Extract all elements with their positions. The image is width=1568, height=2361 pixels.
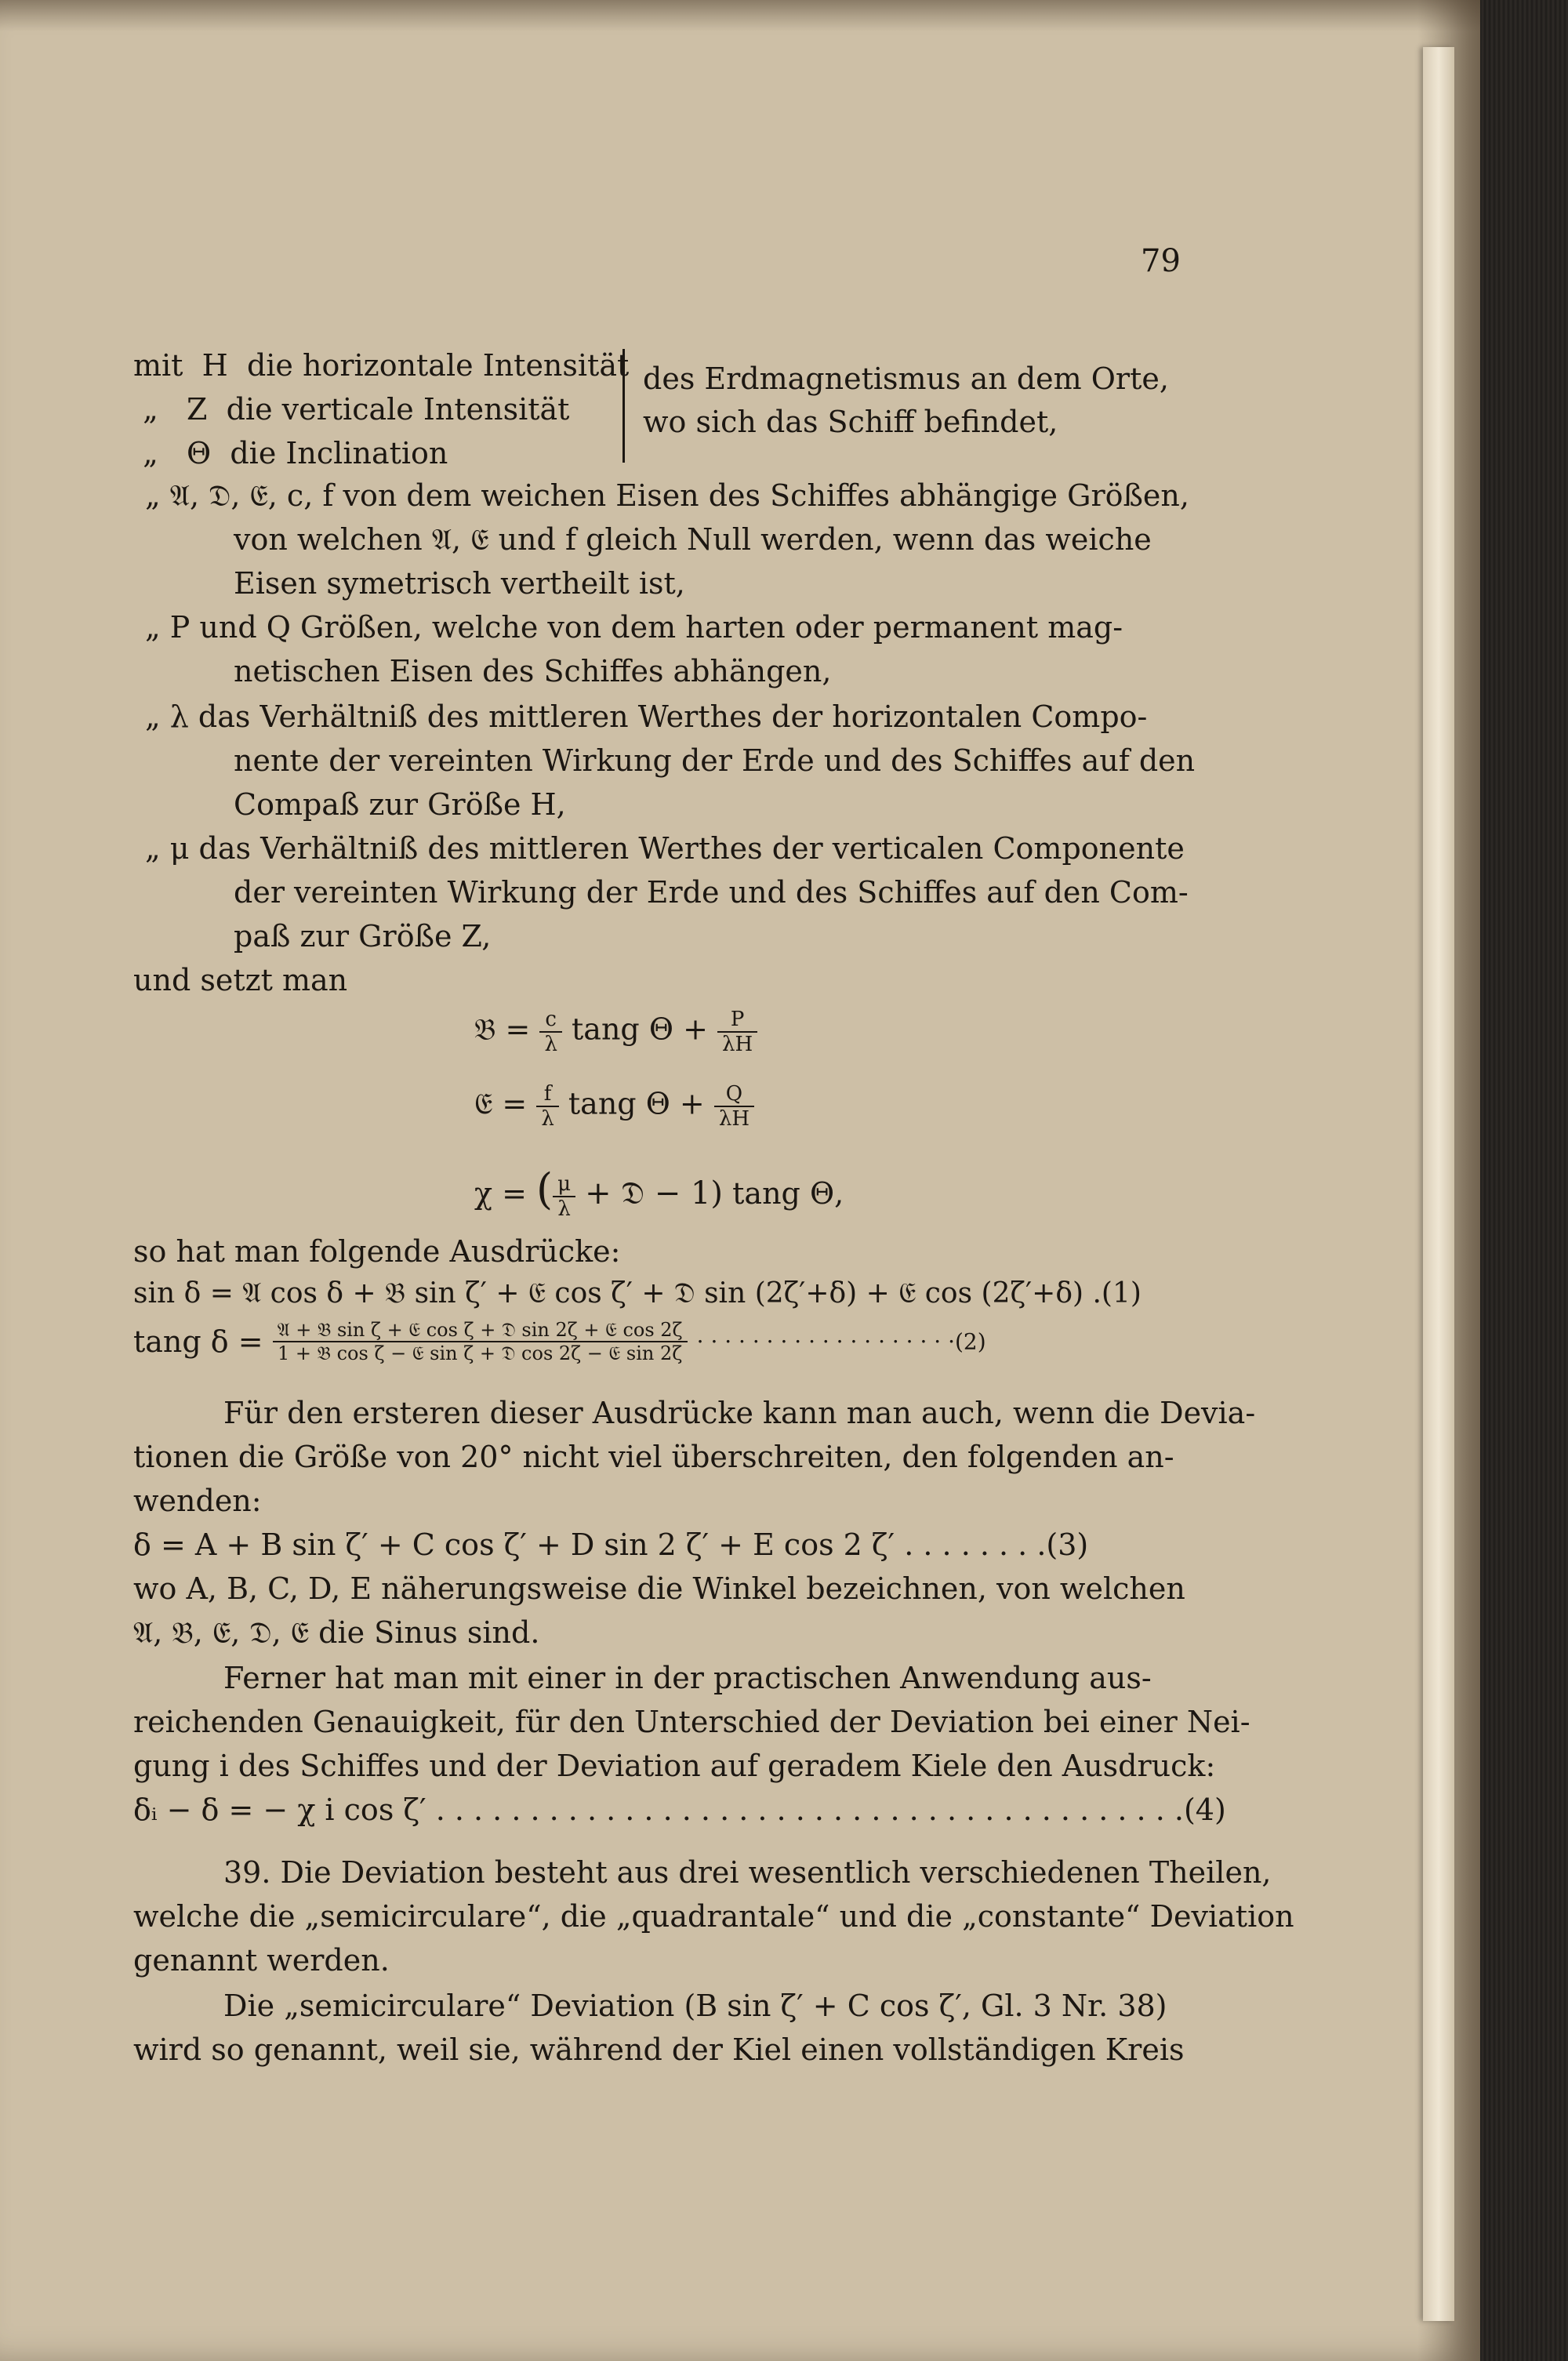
page-top-shadow (0, 0, 1480, 31)
equation-4: δᵢ − δ = − χ i cos ζ′ . . . . . . . . . . . . . . . . . . . . . . . . . . . . . . . . . . . . . . . .(4) (133, 1793, 1226, 1827)
body-line: „ 𝔄, 𝔇, 𝔈, c, f von dem weichen Eisen des Schiffes abhängige Größen, (145, 478, 1189, 513)
body-line: von welchen 𝔄, 𝔈 und f gleich Null werden, wenn das weiche (234, 522, 1152, 557)
body-line: so hat man folgende Ausdrücke: (133, 1234, 621, 1269)
body-line: gung i des Schiffes und der Deviation auf geradem Kiele den Ausdruck: (133, 1749, 1216, 1783)
body-line: der vereinten Wirkung der Erde und des Schiffes auf den Com- (234, 875, 1189, 910)
body-line: „ μ das Verhältniß des mittleren Werthes der verticalen Componente (145, 831, 1185, 866)
body-line: welche die „semicirculare“, die „quadrantale“ und die „constante“ Deviation (133, 1899, 1294, 1934)
body-line: tionen die Größe von 20° nicht viel überschreiten, den folgenden an- (133, 1440, 1174, 1474)
definition-line: mit H die horizontale Intensität (133, 348, 630, 383)
body-line: wenden: (133, 1484, 262, 1518)
page-number: 79 (1141, 243, 1181, 279)
body-line: 39. Die Deviation besteht aus drei wesentlich verschiedenen Theilen, (223, 1855, 1272, 1890)
book-cover-edge (1480, 0, 1568, 2361)
definition-line: „ Θ die Inclination (143, 436, 448, 470)
body-line: Ferner hat man mit einer in der practischen Anwendung aus- (223, 1661, 1152, 1695)
body-line: „ P und Q Größen, welche von dem harten oder permanent mag- (145, 610, 1123, 645)
body-line: nente der vereinten Wirkung der Erde und des Schiffes auf den (234, 743, 1196, 778)
formula-B: 𝔅 = $\frac{c}{\lambda}$ tang Θ + $\frac{P}{\lambda H}$ (474, 1008, 757, 1056)
equation-2: tang δ = $\frac{\text{𝔄 + 𝔅 sin ζ + 𝔈 cos ζ + 𝔇 sin 2ζ + 𝔈 cos 2ζ}}{\text{1 + 𝔅 cos ζ − 𝔈 sin ζ + 𝔇 cos 2ζ − 𝔈 sin 2ζ}}$ · · · · · · · · · · · · · · · · · · ·(2) (133, 1319, 986, 1364)
body-line: Compaß zur Größe H, (234, 787, 566, 822)
body-line: und setzt man (133, 963, 348, 997)
definition-line: „ Z die verticale Intensität (143, 392, 570, 427)
formula-chi: χ = ( $\frac{\mu}{\lambda}$ + 𝔇 − 1) tang Θ, (474, 1164, 844, 1221)
body-line: Eisen symetrisch vertheilt ist, (234, 566, 685, 601)
body-line: 𝔄, 𝔅, 𝔈, 𝔇, 𝔈 die Sinus sind. (133, 1615, 540, 1650)
brace-text: des Erdmagnetismus an dem Orte, (643, 361, 1169, 396)
equation-1: sin δ = 𝔄 cos δ + 𝔅 sin ζ′ + 𝔈 cos ζ′ + 𝔇 sin (2ζ′+δ) + 𝔈 cos (2ζ′+δ) .(1) (133, 1277, 1142, 1309)
body-line: netischen Eisen des Schiffes abhängen, (234, 654, 832, 688)
body-line: reichenden Genauigkeit, für den Unterschied der Deviation bei einer Nei- (133, 1705, 1250, 1739)
body-line: wird so genannt, weil sie, während der Kiel einen vollständigen Kreis (133, 2032, 1185, 2067)
brace-text: wo sich das Schiff befindet, (643, 405, 1058, 439)
body-line: Für den ersteren dieser Ausdrücke kann man auch, wenn die Devia- (223, 1396, 1256, 1430)
body-line: paß zur Größe Z, (234, 919, 492, 953)
equation-3: δ = A + B sin ζ′ + C cos ζ′ + D sin 2 ζ′ + E cos 2 ζ′ . . . . . . . .(3) (133, 1527, 1089, 1562)
body-line: Die „semicirculare“ Deviation (B sin ζ′ + C cos ζ′, Gl. 3 Nr. 38) (223, 1989, 1167, 2023)
formula-C: 𝔈 = $\frac{f}{\lambda}$ tang Θ + $\frac{Q}{\lambda H}$ (474, 1082, 754, 1131)
body-line: wo A, B, C, D, E näherungsweise die Winkel bezeichnen, von welchen (133, 1571, 1185, 1606)
brace (622, 349, 630, 463)
body-line: genannt werden. (133, 1943, 390, 1978)
page-fore-edge (1423, 47, 1454, 2321)
body-line: „ λ das Verhältniß des mittleren Werthes der horizontalen Compo- (145, 699, 1148, 734)
